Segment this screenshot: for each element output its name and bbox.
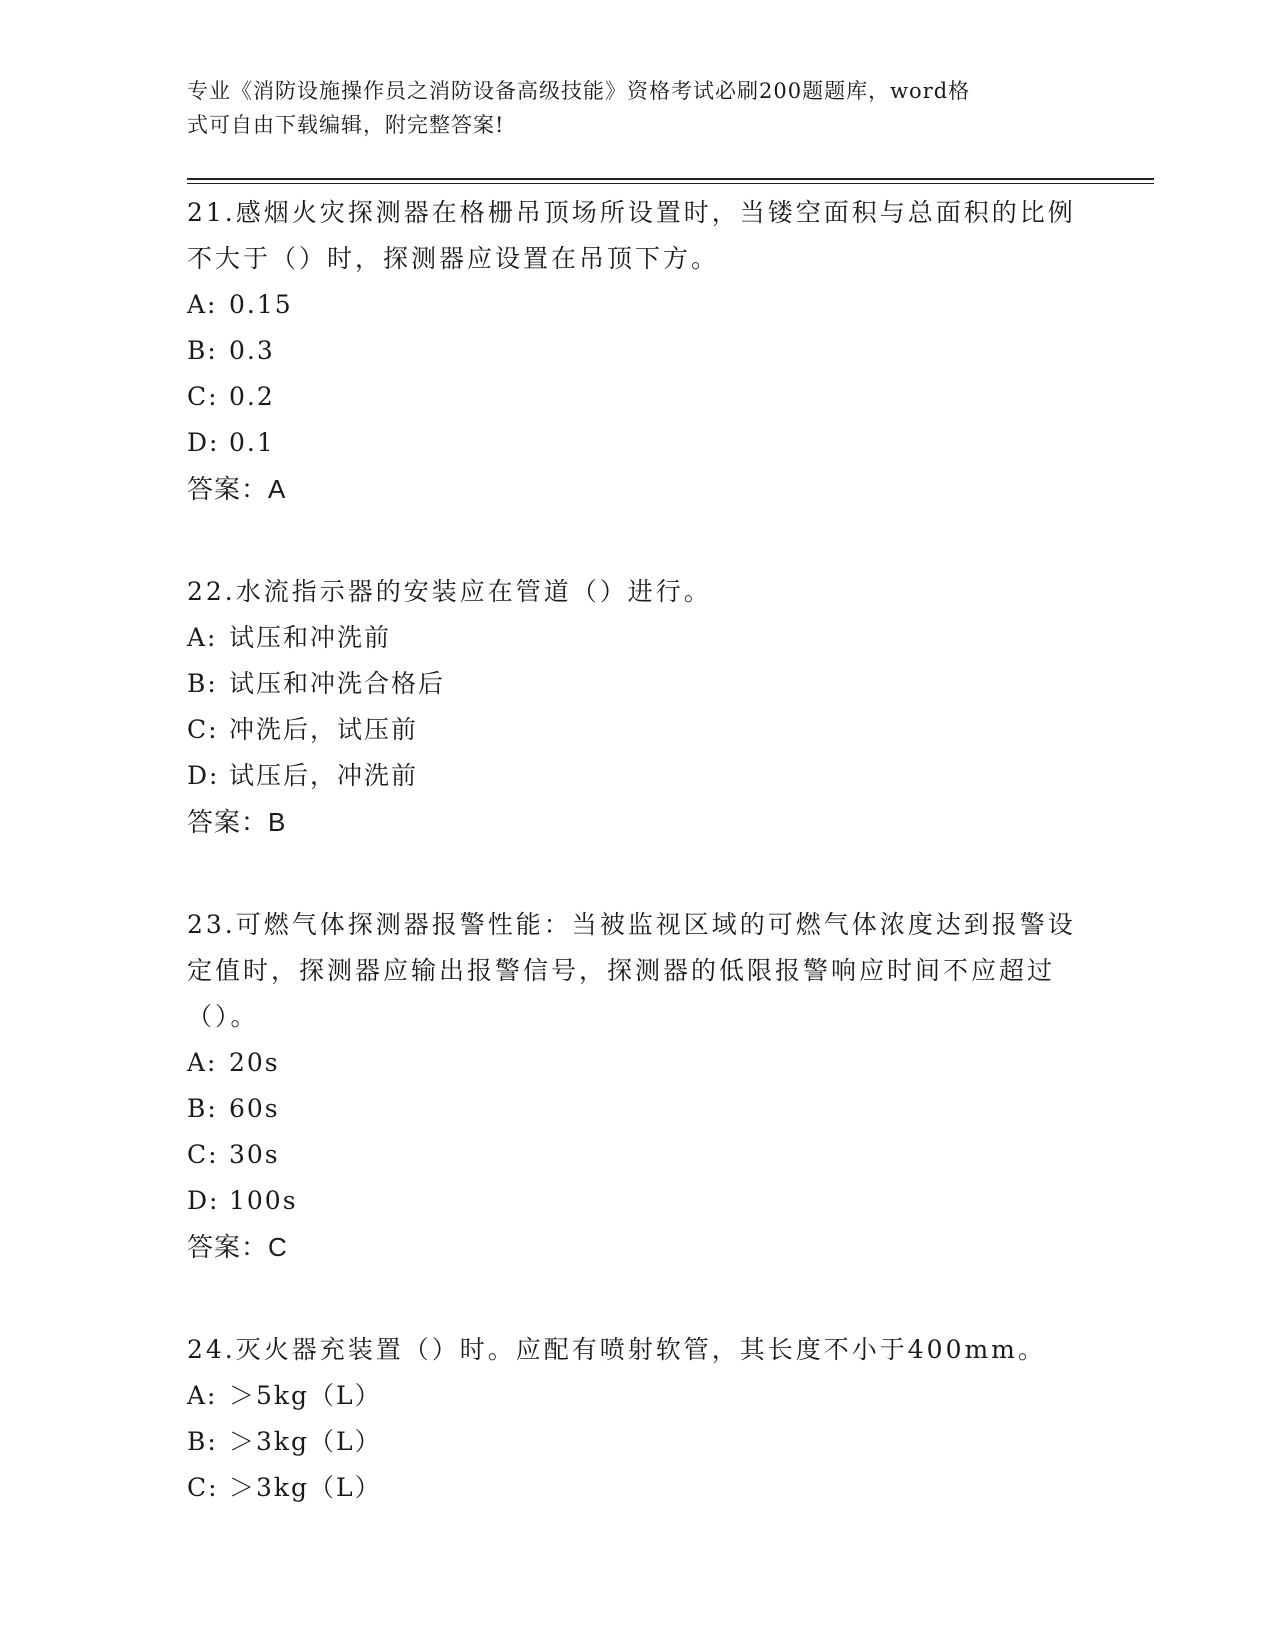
option-a <box>187 282 1087 328</box>
header-line-2: 式可自由下载编辑，附完整答案! <box>187 113 505 137</box>
option-key: A: <box>187 1381 218 1410</box>
option-text: 试压和冲洗合格后 <box>229 669 446 698</box>
header-divider-thick <box>187 178 1154 180</box>
question-22 <box>187 569 1087 845</box>
option-text: ＞5kg（L） <box>229 1381 382 1410</box>
option-key: B: <box>187 1427 218 1456</box>
option-c <box>187 1465 1087 1511</box>
option-c <box>187 374 1087 420</box>
question-23 <box>187 902 1087 1270</box>
option-c <box>187 707 1087 753</box>
option-d <box>187 1178 1087 1224</box>
option-key: C: <box>187 382 219 411</box>
option-b <box>187 1086 1087 1132</box>
option-b <box>187 661 1087 707</box>
option-text: ＞3kg（L） <box>229 1427 382 1456</box>
option-key: B: <box>187 336 218 365</box>
option-text: 0.2 <box>229 382 275 411</box>
option-text: ＞3kg（L） <box>229 1473 382 1502</box>
option-b <box>187 1419 1087 1465</box>
option-d <box>187 420 1087 466</box>
answer-line: 答案：A <box>187 474 287 504</box>
option-text: 100s <box>229 1186 298 1215</box>
option-b <box>187 328 1087 374</box>
option-a <box>187 615 1087 661</box>
option-a <box>187 1373 1087 1419</box>
question-stem: 23.可燃气体探测器报警性能：当被监视区域的可燃气体浓度达到报警设定值时，探测器应输出报警信号，探测器的低限报警响应时间不应超过（）。 <box>187 910 1076 1031</box>
question-21 <box>187 190 1087 512</box>
header-line-1: 专业《消防设施操作员之消防设备高级技能》资格考试必刷200题题库，word格 <box>187 79 971 103</box>
option-d <box>187 753 1087 799</box>
question-stem: 21.感烟火灾探测器在格栅吊顶场所设置时，当镂空面积与总面积的比例不大于（）时，探测器应设置在吊顶下方。 <box>187 198 1076 273</box>
option-text: 30s <box>229 1140 280 1169</box>
option-text: 20s <box>229 1048 280 1077</box>
document-header <box>187 74 1067 142</box>
option-text: 试压和冲洗前 <box>229 623 392 652</box>
option-key: B: <box>187 669 218 698</box>
header-divider-thin <box>187 183 1154 184</box>
option-key: D: <box>187 428 220 457</box>
question-stem: 24.灭火器充装置（）时。应配有喷射软管，其长度不小于400mm。 <box>187 1335 1046 1364</box>
answer-line: 答案：B <box>187 807 287 837</box>
option-key: D: <box>187 1186 220 1215</box>
option-text: 试压后，冲洗前 <box>229 761 419 790</box>
option-key: C: <box>187 1473 219 1502</box>
option-key: A: <box>187 290 218 319</box>
option-text: 0.1 <box>229 428 275 457</box>
question-stem: 22.水流指示器的安装应在管道（）进行。 <box>187 577 712 606</box>
option-text: 60s <box>229 1094 280 1123</box>
option-text: 0.15 <box>229 290 293 319</box>
option-text: 0.3 <box>229 336 275 365</box>
option-key: C: <box>187 715 219 744</box>
option-key: A: <box>187 623 218 652</box>
option-text: 冲洗后，试压前 <box>229 715 419 744</box>
option-key: C: <box>187 1140 219 1169</box>
option-a <box>187 1040 1087 1086</box>
answer-line: 答案：C <box>187 1232 288 1262</box>
question-24 <box>187 1327 1087 1511</box>
option-key: A: <box>187 1048 218 1077</box>
option-key: D: <box>187 761 220 790</box>
option-key: B: <box>187 1094 218 1123</box>
question-list <box>187 190 1087 1568</box>
option-c <box>187 1132 1087 1178</box>
